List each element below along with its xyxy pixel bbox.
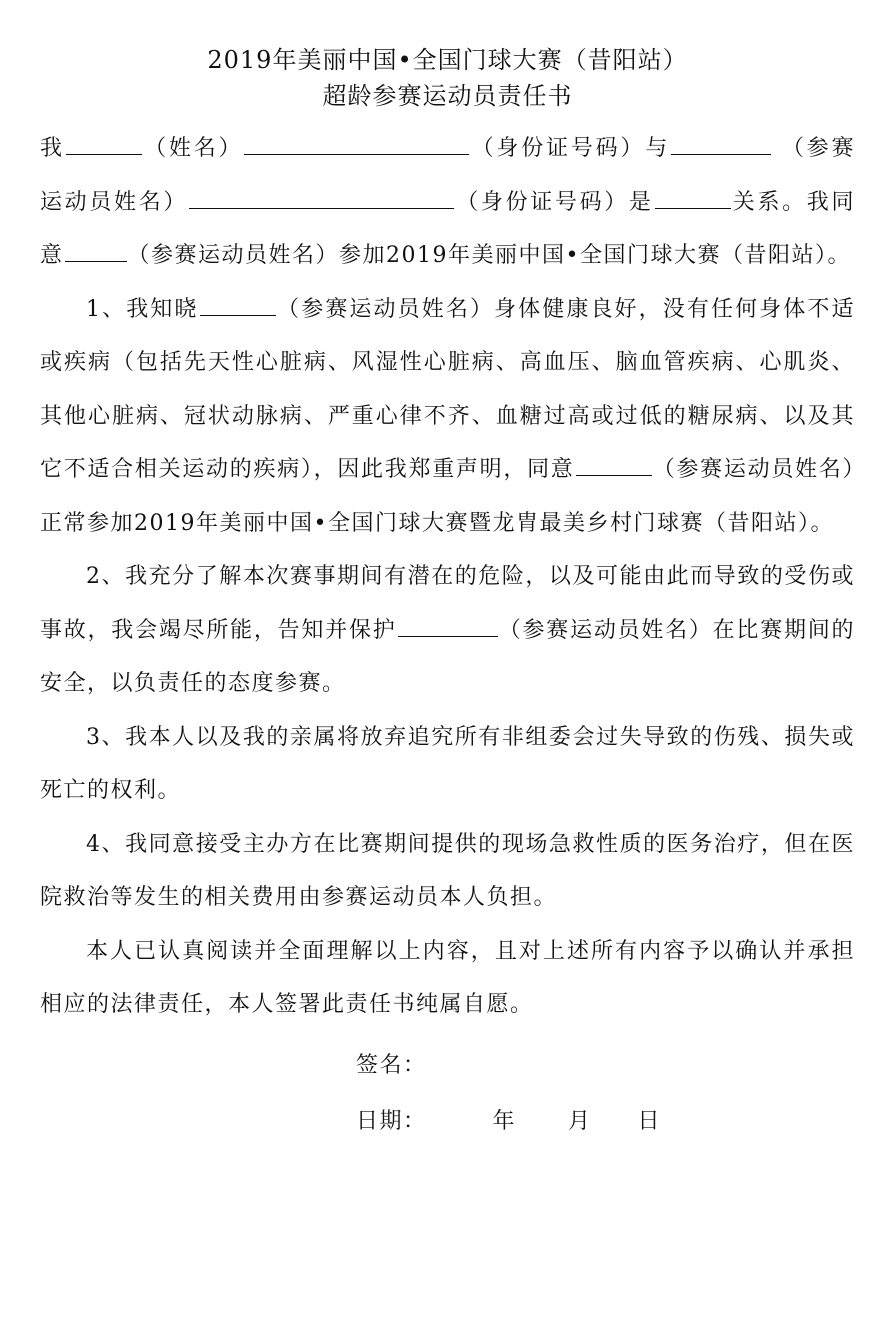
athlete-name-blank-5[interactable] xyxy=(398,612,498,637)
athlete-id-blank[interactable] xyxy=(189,184,454,209)
clause-2 xyxy=(40,550,855,711)
relationship-blank[interactable] xyxy=(655,184,731,209)
clause-1-text-2: （参赛运动员姓名）身体健康良好，没有任何身体不适或疾病（包括先天性心脏病、风湿性心脏病、高血压、脑血管疾病、心肌炎、其他心脏病、冠状动脉病、严重心律不齐、血糖过高或过低的糖尿病、以及其它不适合相关运动的疾病），因此我郑重声明，同意 xyxy=(40,296,855,482)
intro-text-1: 我 xyxy=(40,136,65,161)
athlete-name-blank-2[interactable] xyxy=(65,237,127,262)
intro-text-7: （参赛运动员姓名）参加2019年美丽中国•全国门球大赛（昔阳站）。 xyxy=(127,243,851,268)
intro-text-5: （身份证号码）是 xyxy=(455,189,654,215)
document-title-line2: 超龄参赛运动员责任书 xyxy=(322,82,573,110)
signature-label: 签名： xyxy=(356,1052,427,1078)
guardian-id-blank[interactable] xyxy=(244,130,469,155)
document-body xyxy=(40,122,855,1032)
intro-text-3: （身份证号码）与 xyxy=(470,136,671,161)
signature-line[interactable] xyxy=(356,1038,855,1094)
document-title-line1: 2019年美丽中国•全国门球大赛（昔阳站） xyxy=(207,46,688,74)
clause-2-text-2: （参赛运动员姓名）在比赛期间的安全，以负责任的态度参赛。 xyxy=(40,617,855,696)
date-day-label: 日 xyxy=(637,1108,662,1134)
clause-3: 3、我本人以及我的亲属将放弃追究所有非组委会过失导致的伤残、损失或死亡的权利。 xyxy=(40,724,855,803)
intro-paragraph xyxy=(40,122,855,283)
athlete-name-blank-4[interactable] xyxy=(576,451,652,476)
signature-block xyxy=(40,1038,855,1150)
intro-text-6: 关系。我同意 xyxy=(40,189,855,268)
guardian-name-blank[interactable] xyxy=(66,130,142,155)
closing-paragraph: 本人已认真阅读并全面理解以上内容，且对上述所有内容予以确认并承担相应的法律责任，本人签署此责任书纯属自愿。 xyxy=(40,938,855,1017)
athlete-name-blank-1[interactable] xyxy=(671,130,771,155)
date-line[interactable] xyxy=(356,1094,855,1150)
date-label: 日期： xyxy=(356,1108,427,1134)
clause-1 xyxy=(40,283,855,551)
date-year-label: 年 xyxy=(492,1108,517,1134)
intro-text-2: （姓名） xyxy=(142,136,244,161)
intro-text-4: （参赛运动员姓名） xyxy=(40,136,855,215)
clause-2-text-1: 2、我充分了解本次赛事期间有潜在的危险，以及可能由此而导致的受伤或事故，我会竭尽所能，告知并保护 xyxy=(40,564,855,643)
clause-4: 4、我同意接受主办方在比赛期间提供的现场急救性质的医务治疗，但在医院救治等发生的相关费用由参赛运动员本人负担。 xyxy=(40,831,855,910)
date-month-label: 月 xyxy=(568,1108,592,1134)
clause-1-text-3: （参赛运动员姓名）正常参加2019年美丽中国•全国门球大赛暨龙胄最美乡村门球赛（昔阳站）。 xyxy=(40,457,855,536)
clause-1-text-1: 1、我知晓 xyxy=(86,296,199,322)
athlete-name-blank-3[interactable] xyxy=(200,291,276,316)
